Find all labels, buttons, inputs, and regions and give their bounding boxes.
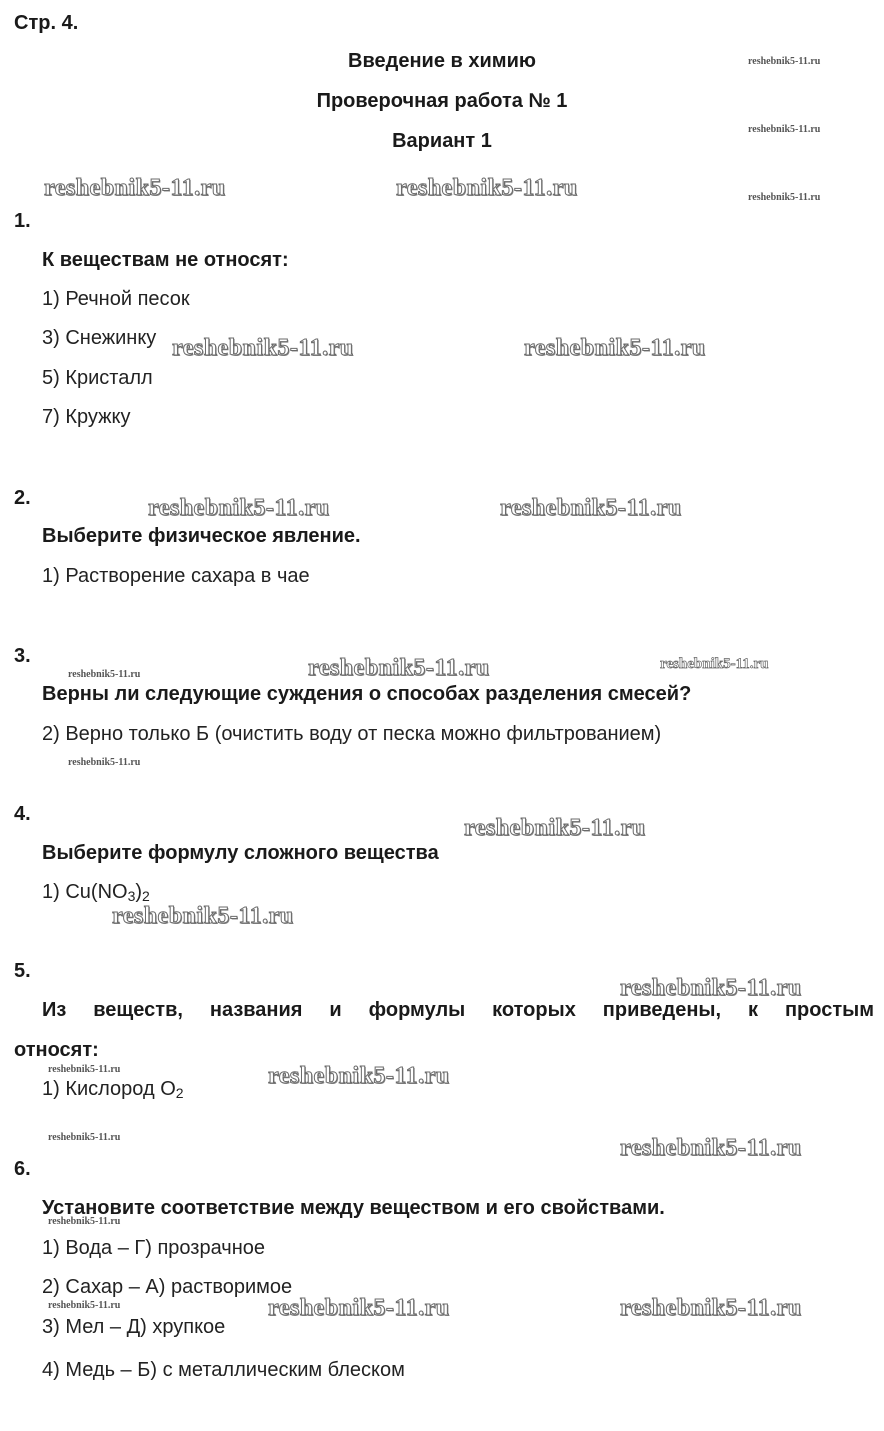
watermark: reshebnik5-11.ru	[148, 495, 330, 521]
question-5-prompt-line-1: Из веществ, названия и формулы которых приведены, к простым	[42, 999, 874, 1021]
question-6-prompt: Установите соответствие между веществом и его свойствами.	[42, 1197, 665, 1219]
question-4-number: 4.	[14, 803, 31, 825]
question-6-number: 6.	[14, 1158, 31, 1180]
question-2-answer-1: 1) Растворение сахара в чае	[42, 565, 310, 587]
watermark: reshebnik5-11.ru	[748, 56, 821, 67]
question-6-answer-2: 2) Сахар – А) растворимое	[42, 1276, 293, 1298]
question-6-answer-3: 3) Мел – Д) хрупкое	[42, 1316, 226, 1338]
question-1-prompt: К веществам не относят:	[42, 249, 289, 271]
watermark: reshebnik5-11.ru	[660, 656, 769, 672]
formula-text: 1) Cu(NO	[42, 881, 128, 903]
question-1-answer-3: 5) Кристалл	[42, 367, 153, 389]
watermark: reshebnik5-11.ru	[48, 1064, 121, 1075]
question-1-answer-4: 7) Кружку	[42, 406, 131, 428]
question-4-prompt: Выберите формулу сложного вещества	[42, 842, 439, 864]
section-title: Введение в химию	[348, 50, 536, 72]
watermark: reshebnik5-11.ru	[620, 1135, 802, 1161]
watermark: reshebnik5-11.ru	[112, 903, 294, 929]
question-6-answer-1: 1) Вода – Г) прозрачное	[42, 1237, 265, 1259]
worksheet-title: Проверочная работа № 1	[316, 90, 568, 112]
watermark: reshebnik5-11.ru	[48, 1132, 121, 1143]
question-1-number: 1.	[14, 210, 31, 232]
question-3-answer-1: 2) Верно только Б (очистить воду от песка можно фильтрованием)	[42, 723, 662, 745]
question-2-prompt: Выберите физическое явление.	[42, 525, 361, 547]
question-5-number: 5.	[14, 960, 31, 982]
watermark: reshebnik5-11.ru	[48, 1300, 121, 1311]
watermark: reshebnik5-11.ru	[48, 1216, 121, 1227]
question-3-number: 3.	[14, 645, 31, 667]
watermark: reshebnik5-11.ru	[464, 815, 646, 841]
watermark: reshebnik5-11.ru	[172, 335, 354, 361]
formula-subscript: 2	[175, 1085, 184, 1101]
watermark: reshebnik5-11.ru	[620, 1295, 802, 1321]
watermark: reshebnik5-11.ru	[44, 175, 226, 201]
question-5-answer-1	[42, 1078, 184, 1101]
question-2-number: 2.	[14, 487, 31, 509]
watermark: reshebnik5-11.ru	[748, 124, 821, 135]
watermark: reshebnik5-11.ru	[500, 495, 682, 521]
formula-subscript-2: 2	[142, 888, 150, 904]
formula-subscript-3: 3	[127, 888, 136, 904]
question-5-prompt-line-2: относят:	[14, 1039, 99, 1061]
watermark: reshebnik5-11.ru	[68, 757, 141, 768]
watermark: reshebnik5-11.ru	[396, 175, 578, 201]
question-4-answer-1	[42, 881, 150, 904]
question-1-answer-2: 3) Снежинку	[42, 327, 157, 349]
formula-text: 1) Кислород O	[42, 1078, 176, 1100]
question-3-prompt: Верны ли следующие суждения о способах разделения смесей?	[42, 683, 692, 705]
question-1-answer-1: 1) Речной песок	[42, 288, 190, 310]
question-6-answer-4: 4) Медь – Б) с металлическим блеском	[42, 1359, 405, 1381]
watermark: reshebnik5-11.ru	[620, 975, 802, 1001]
watermark: reshebnik5-11.ru	[268, 1295, 450, 1321]
watermark: reshebnik5-11.ru	[268, 1063, 450, 1089]
watermark: reshebnik5-11.ru	[68, 669, 141, 680]
page-number: Стр. 4.	[14, 12, 79, 34]
watermark: reshebnik5-11.ru	[748, 192, 821, 203]
watermark: reshebnik5-11.ru	[308, 655, 490, 681]
variant-title: Вариант 1	[392, 130, 492, 152]
formula-close-paren: )	[135, 881, 143, 903]
watermark: reshebnik5-11.ru	[524, 335, 706, 361]
